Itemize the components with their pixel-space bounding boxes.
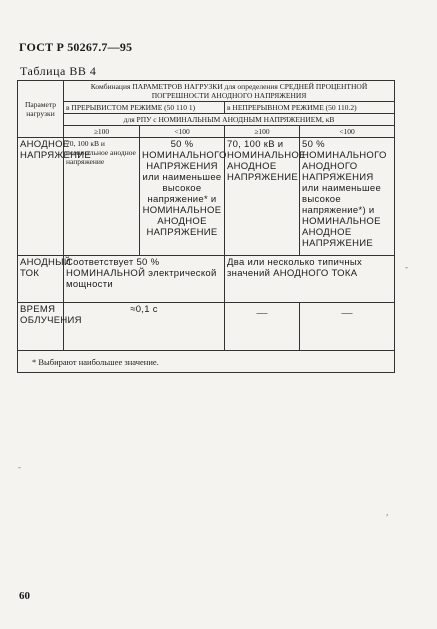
- cell-time-c3: —: [225, 303, 300, 351]
- cell-time-c4: —: [300, 303, 395, 351]
- cell-voltage-c4: 50 % НОМИНАЛЬНОГО АНОДНОГО НАПРЯЖЕНИЯ или наименьшее высокое напряжение*) и НОМИНАЛЬНОЕ АНОДНОЕ НАПРЯЖЕНИЕ: [300, 138, 395, 256]
- mode-interrupted-header: в ПРЕРЫВИСТОМ РЕЖИМЕ (50 110 1): [64, 102, 225, 114]
- page-number: 60: [19, 590, 30, 602]
- col-header-3: ≥100: [225, 126, 300, 138]
- mode-continuous-header: в НЕПРЕРЫВНОМ РЕЖИМЕ (50 110.2): [225, 102, 395, 114]
- row-label-anode-voltage: АНОДНОЕ НАПРЯЖЕНИЕ: [18, 138, 64, 256]
- cell-time-interrupted: ≈0,1 с: [64, 303, 225, 351]
- cell-current-interrupted: Соответствует 50 % НОМИНАЛЬНОЙ электрической мощности: [64, 256, 225, 303]
- scan-mark: ,: [386, 507, 389, 517]
- cell-current-continuous: Два или несколько типичных значений АНОДНОГО ТОКА: [225, 256, 395, 303]
- cell-voltage-c1: 70, 100 кВ и номинальное анодное напряжение: [64, 138, 140, 256]
- corner-header: Параметр нагрузки: [18, 81, 64, 138]
- col-header-1: ≥100: [64, 126, 140, 138]
- col-header-2: <100: [140, 126, 225, 138]
- cell-voltage-c2: 50 % НОМИНАЛЬНОГО НАПРЯЖЕНИЯ или наименьшее высокое напряжение* и НОМИНАЛЬНОЕ АНОДНОЕ НАПРЯЖЕНИЕ: [140, 138, 225, 256]
- row-label-anode-current: АНОДНЫЙ ТОК: [18, 256, 64, 303]
- row-label-exposure-time: ВРЕМЯ ОБЛУЧЕНИЯ: [18, 303, 64, 351]
- standard-title: ГОСТ Р 50267.7—95: [19, 40, 133, 54]
- load-parameters-table: [17, 80, 395, 373]
- table-caption: Таблица ВВ 4: [20, 64, 97, 78]
- col-header-4: <100: [300, 126, 395, 138]
- combination-header: Комбинация ПАРАМЕТРОВ НАГРУЗКИ для определения СРЕДНЕЙ ПРОЦЕНТНОЙ ПОГРЕШНОСТИ АНОДНОГО НАПРЯЖЕНИЯ: [64, 81, 395, 102]
- cell-voltage-c3: 70, 100 кВ и НОМИНАЛЬНОЕ АНОДНОЕ НАПРЯЖЕНИЕ: [225, 138, 300, 256]
- scan-mark: -: [18, 462, 21, 472]
- table-footnote: * Выбирают наибольшее значение.: [18, 351, 395, 373]
- scan-mark: -: [405, 262, 408, 272]
- rpu-voltage-header: для РПУ с НОМИНАЛЬНЫМ АНОДНЫМ НАПРЯЖЕНИЕМ, кВ: [64, 114, 395, 126]
